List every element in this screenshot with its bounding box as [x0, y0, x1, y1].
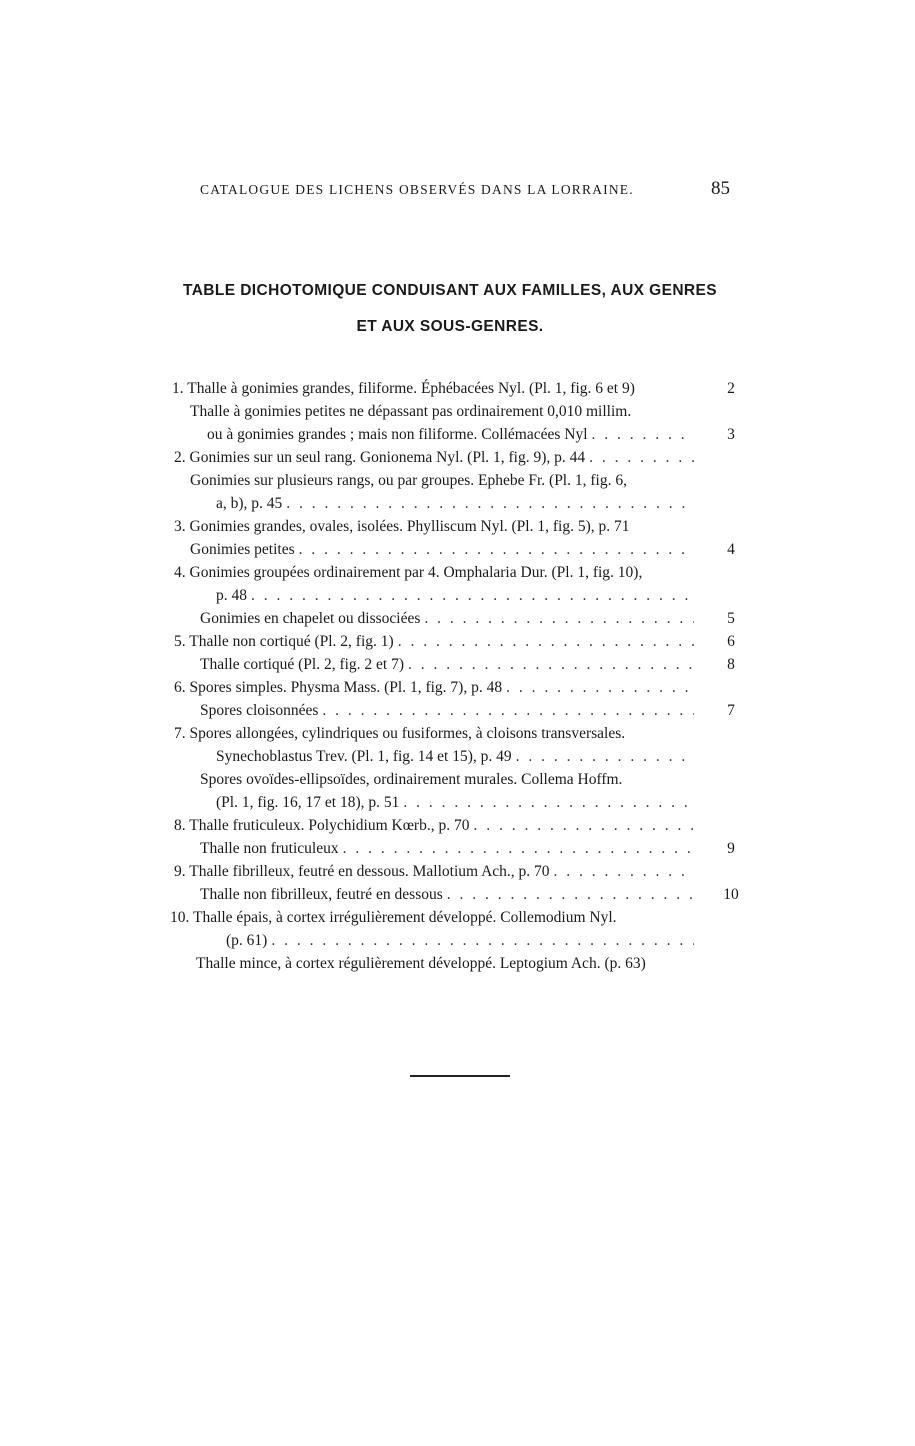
- key-reference: 8: [727, 656, 735, 673]
- key-reference: 3: [727, 426, 735, 443]
- key-line: 3. Gonimies grandes, ovales, isolées. Phylliscum Nyl. (Pl. 1, fig. 5), p. 71: [174, 518, 630, 535]
- key-line: Gonimies petites . . .: [190, 539, 694, 561]
- key-line: 8. Thalle fruticuleux. Polychidium Kœrb., p. 70 . . .: [174, 815, 694, 837]
- key-reference: 2: [727, 380, 735, 397]
- key-line: 4. Gonimies groupées ordinairement par 4. Omphalaria Dur. (Pl. 1, fig. 10),: [174, 564, 643, 581]
- key-reference: 5: [727, 610, 735, 627]
- key-line: Gonimies sur plusieurs rangs, ou par groupes. Ephebe Fr. (Pl. 1, fig. 6,: [190, 472, 627, 489]
- key-line: Synechoblastus Trev. (Pl. 1, fig. 14 et 15), p. 49 . . .: [216, 746, 694, 768]
- key-line: 9. Thalle fibrilleux, feutré en dessous. Mallotium Ach., p. 70 . . .: [174, 861, 694, 883]
- closing-rule: [410, 1075, 510, 1077]
- key-line: Thalle cortiqué (Pl. 2, fig. 2 et 7) . . .: [200, 654, 694, 676]
- key-line: 1. Thalle à gonimies grandes, filiforme. Éphébacées Nyl. (Pl. 1, fig. 6 et 9): [172, 380, 635, 397]
- key-line: Gonimies en chapelet ou dissociées . . .: [200, 608, 694, 630]
- table-heading-line-2: ET AUX SOUS-GENRES.: [356, 318, 544, 335]
- table-heading-line-1: TABLE DICHOTOMIQUE CONDUISANT AUX FAMILLES, AUX GENRES: [183, 282, 717, 299]
- key-reference: 9: [727, 840, 735, 857]
- key-line: a, b), p. 45 . . .: [216, 493, 694, 515]
- key-line: Spores cloisonnées . . .: [200, 700, 694, 722]
- key-line: Thalle à gonimies petites ne dépassant pas ordinairement 0,010 millim.: [190, 403, 632, 420]
- page-number: 85: [711, 178, 730, 199]
- key-line: Spores ovoïdes-ellipsoïdes, ordinairement murales. Collema Hoffm.: [200, 771, 623, 788]
- key-line: Thalle non fibrilleux, feutré en dessous . . .: [200, 884, 694, 906]
- key-reference: 6: [727, 633, 735, 650]
- key-reference: 4: [727, 541, 735, 558]
- key-line: 2. Gonimies sur un seul rang. Gonionema Nyl. (Pl. 1, fig. 9), p. 44 . . .: [174, 447, 694, 469]
- key-line: ou à gonimies grandes ; mais non filiforme. Collémacées Nyl . . .: [207, 424, 694, 446]
- key-line: Thalle mince, à cortex régulièrement développé. Leptogium Ach. (p. 63): [196, 955, 646, 972]
- key-reference: 7: [727, 702, 735, 719]
- key-line: 10. Thalle épais, à cortex irrégulièrement développé. Collemodium Nyl.: [170, 909, 617, 926]
- key-line: p. 48 . . .: [216, 585, 694, 607]
- key-line: 5. Thalle non cortiqué (Pl. 2, fig. 1) . . .: [174, 631, 694, 653]
- key-line: 6. Spores simples. Physma Mass. (Pl. 1, fig. 7), p. 48 . . .: [174, 677, 694, 699]
- key-line: (Pl. 1, fig. 16, 17 et 18), p. 51 . . .: [216, 792, 694, 814]
- key-line: (p. 61) . . .: [226, 930, 694, 952]
- running-head-title: CATALOGUE DES LICHENS OBSERVÉS DANS LA LORRAINE.: [200, 182, 634, 197]
- key-reference: 10: [723, 886, 739, 903]
- key-line: 7. Spores allongées, cylindriques ou fusiformes, à cloisons transversales.: [174, 725, 626, 742]
- key-line: Thalle non fruticuleux . . .: [200, 838, 694, 860]
